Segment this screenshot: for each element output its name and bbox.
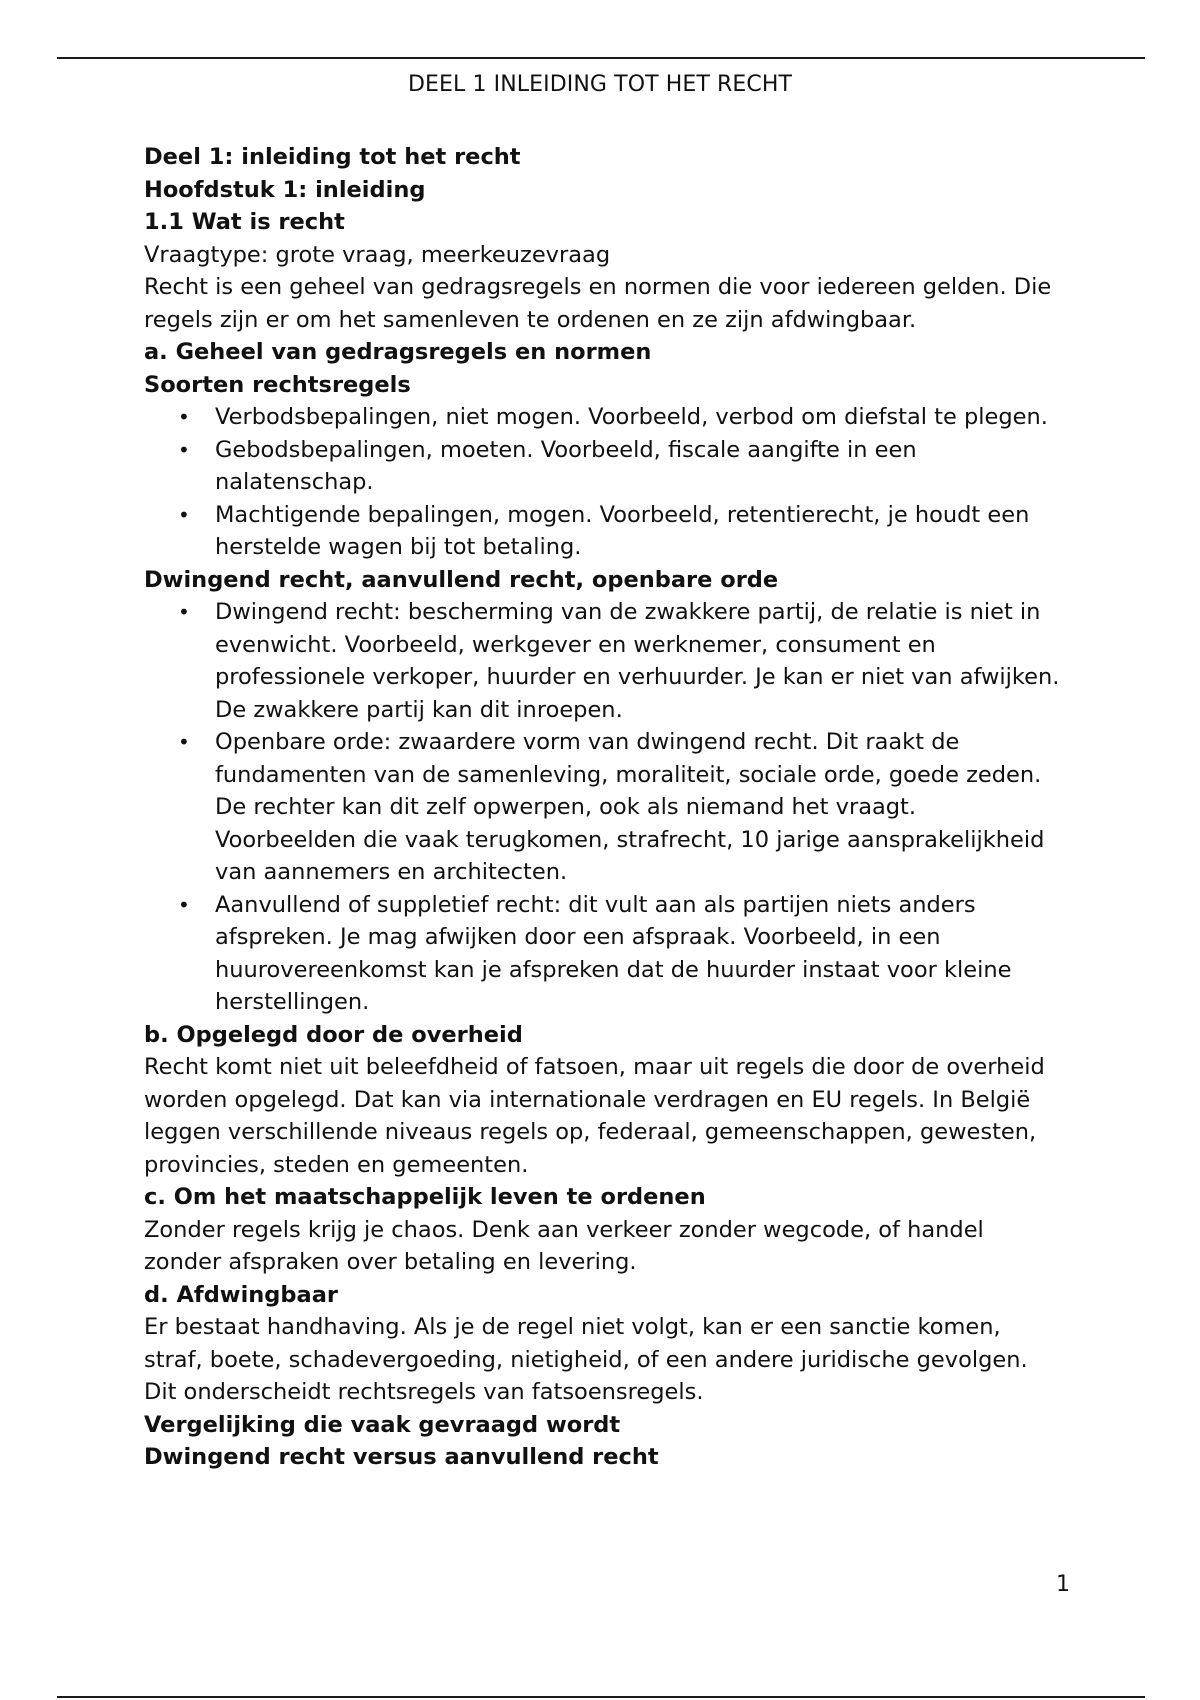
subsection-b-heading: b. Opgelegd door de overheid (144, 1021, 523, 1048)
question-type: Vraagtype: grote vraag, meerkeuzevraag (144, 241, 611, 268)
list-item-text: Verbodsbepalingen, niet mogen. Voorbeeld, verbod om diefstal te plegen. (215, 404, 1048, 430)
list-item-text: Dwingend recht: bescherming van de zwakkere partij, de relatie is niet in evenwicht. Voorbeeld, werkgever en werknemer, consument en professionele verkoper, huurder en verhuurder. Je kan er niet van afwijken. De zwakkere partij kan dit inroepen. (215, 599, 1060, 723)
part-heading: Deel 1: inleiding tot het recht (144, 144, 521, 170)
dwingend-list (144, 596, 1064, 1019)
list-item (144, 596, 1064, 726)
list-item-text: Aanvullend of suppletief recht: dit vult aan als partijen niets anders afspreken. Je mag afwijken door een afspraak. Voorbeeld, in een huurovereenkomst kan je afspreken dat de huurder instaat voor kleine herstellingen. (215, 891, 1012, 1015)
subsection-b-text: Recht komt niet uit beleefdheid of fatsoen, maar uit regels die door de overheid worden opgelegd. Dat kan via internationale verdragen en EU regels. In België leggen verschillende niveaus regels op, federaal, gemeenschappen, gewesten, provincies, steden en gemeenten. (144, 1054, 1045, 1178)
header-rule (57, 57, 1145, 59)
list-item (144, 434, 1064, 499)
document-body (144, 141, 1064, 1474)
bullet-icon: • (178, 892, 190, 917)
list-item (144, 499, 1064, 564)
list-item (144, 401, 1064, 434)
bullet-icon: • (178, 502, 190, 527)
comparison-heading: Vergelijking die vaak gevraagd wordt (144, 1411, 621, 1438)
section-heading: 1.1 Wat is recht (144, 209, 345, 235)
bullet-icon: • (178, 600, 190, 624)
chapter-heading: Hoofdstuk 1: inleiding (144, 176, 426, 203)
types-heading: Soorten rechtsregels (144, 371, 411, 398)
subsection-c-heading: c. Om het maatschappelijk leven te ordenen (144, 1184, 706, 1210)
footer-rule (57, 1696, 1145, 1698)
list-item (144, 726, 1064, 889)
bullet-icon: • (178, 405, 190, 429)
running-header: DEEL 1 INLEIDING TOT HET RECHT (407, 72, 793, 97)
subsection-c-text: Zonder regels krijg je chaos. Denk aan verkeer zonder wegcode, of handel zonder afspraken over betaling en levering. (144, 1216, 984, 1275)
subsection-a-heading: a. Geheel van gedragsregels en normen (144, 339, 652, 365)
page-number: 1 (1056, 1572, 1070, 1597)
list-item-text: Openbare orde: zwaardere vorm van dwingend recht. Dit raakt de fundamenten van de samenleving, moraliteit, sociale orde, goede zeden. De rechter kan dit zelf opwerpen, ook als niemand het vraagt. Voorbeelden die vaak terugkomen, strafrecht, 10 jarige aansprakelijkheid van aannemers en architecten. (215, 729, 1045, 885)
comparison-subheading: Dwingend recht versus aanvullend recht (144, 1444, 659, 1470)
list-item-text: Gebodsbepalingen, moeten. Voorbeeld, fiscale aangifte in een nalatenschap. (215, 436, 917, 495)
intro-paragraph: Recht is een geheel van gedragsregels en normen die voor iedereen gelden. Die regels zijn er om het samenleven te ordenen en ze zijn afdwingbaar. (144, 274, 1052, 333)
list-item-text: Machtigende bepalingen, mogen. Voorbeeld, retentierecht, je houdt een herstelde wagen bij tot betaling. (215, 501, 1030, 560)
bullet-icon: • (178, 730, 190, 754)
bullet-icon: • (178, 437, 190, 462)
dwingend-heading: Dwingend recht, aanvullend recht, openbare orde (144, 566, 779, 593)
types-list (144, 401, 1064, 564)
subsection-d-text: Er bestaat handhaving. Als je de regel niet volgt, kan er een sanctie komen, straf, boete, schadevergoeding, nietigheid, of een andere juridische gevolgen. Dit onderscheidt rechtsregels van fatsoensregels. (144, 1314, 1028, 1405)
list-item (144, 889, 1064, 1019)
subsection-d-heading: d. Afdwingbaar (144, 1281, 338, 1308)
